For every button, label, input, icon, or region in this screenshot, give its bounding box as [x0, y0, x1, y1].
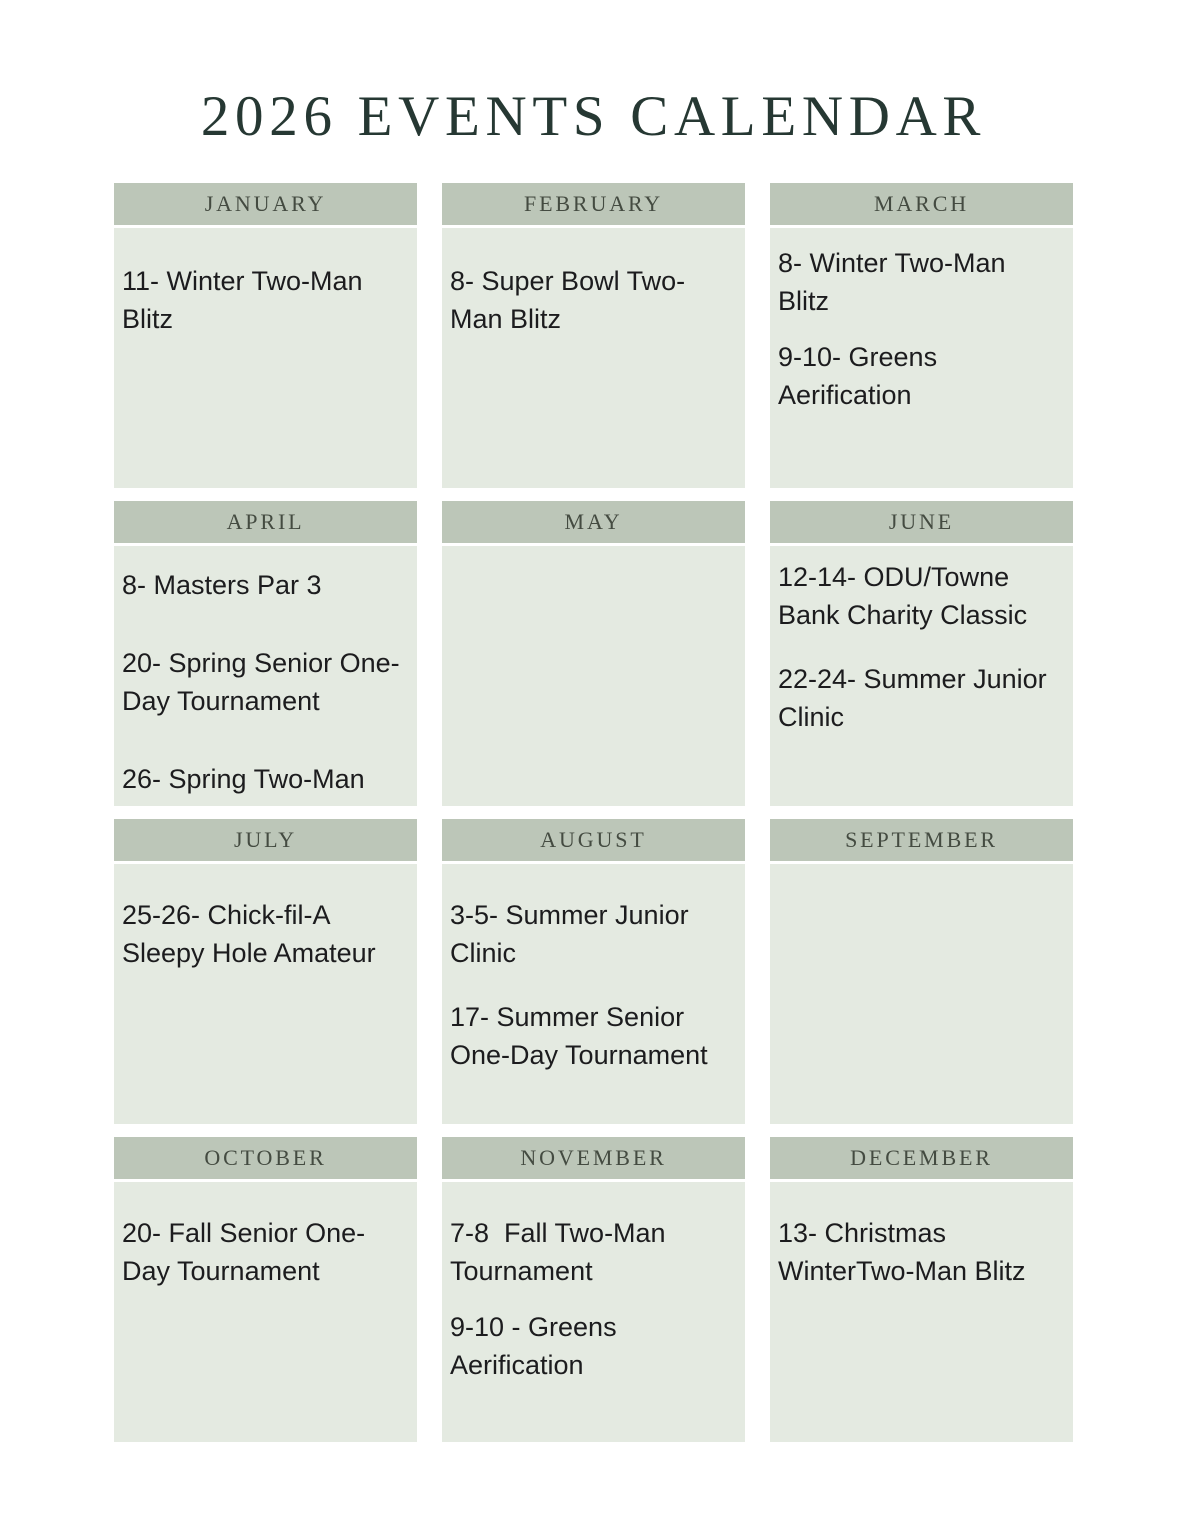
- month-name: MAY: [564, 509, 623, 534]
- event-text: 8- Winter Two-Man Blitz: [778, 248, 1014, 316]
- event-text: 8- Masters Par 3: [122, 570, 322, 600]
- month-cell-december: [770, 1137, 1073, 1442]
- month-events: [770, 864, 1073, 1124]
- month-name: APRIL: [226, 509, 305, 534]
- month-events: [114, 546, 417, 806]
- month-events: [442, 228, 745, 488]
- month-cell-july: [114, 819, 417, 1124]
- month-events: [114, 864, 417, 1124]
- event-text: 20- Spring Senior One-Day Tournament: [122, 648, 400, 716]
- event-text: 12-14- ODU/Towne Bank Charity Classic: [778, 562, 1028, 630]
- month-cell-february: [442, 183, 745, 488]
- month-name: SEPTEMBER: [845, 827, 998, 852]
- month-events: [442, 546, 745, 806]
- month-name: JUNE: [888, 509, 955, 534]
- event-text: 17- Summer Senior One-Day Tournament: [450, 1002, 708, 1070]
- month-header: [442, 501, 745, 543]
- month-cell-june: [770, 501, 1073, 806]
- month-header: [114, 1137, 417, 1179]
- month-name: NOVEMBER: [520, 1145, 667, 1170]
- month-cell-october: [114, 1137, 417, 1442]
- month-name: FEBRUARY: [523, 191, 664, 216]
- event-text: 7-8 Fall Two-Man Tournament: [450, 1218, 673, 1286]
- event-text: 13- Christmas WinterTwo-Man Blitz: [778, 1218, 1026, 1286]
- event-text: 9-10 - Greens Aerification: [450, 1312, 623, 1380]
- month-cell-september: [770, 819, 1073, 1124]
- month-name: JULY: [233, 827, 297, 852]
- month-name: AUGUST: [540, 827, 647, 852]
- month-header: [114, 501, 417, 543]
- month-events: [114, 228, 417, 488]
- month-cell-november: [442, 1137, 745, 1442]
- month-cell-april: [114, 501, 417, 806]
- event-text: 8- Super Bowl Two-Man Blitz: [450, 266, 686, 334]
- event-text: 9-10- Greens Aerification: [778, 342, 944, 410]
- month-events: [442, 1182, 745, 1442]
- page-title: 2026 EVENTS CALENDAR: [200, 85, 987, 148]
- month-header: [770, 819, 1073, 861]
- month-header: [770, 501, 1073, 543]
- month-header: [114, 819, 417, 861]
- month-header: [770, 1137, 1073, 1179]
- month-header: [770, 183, 1073, 225]
- event-text: 26- Spring Two-Man: [122, 764, 365, 794]
- month-events: [442, 864, 745, 1124]
- month-name: MARCH: [874, 191, 969, 216]
- event-text: 3-5- Summer Junior Clinic: [450, 900, 697, 968]
- month-cell-august: [442, 819, 745, 1124]
- month-name: DECEMBER: [850, 1145, 993, 1170]
- month-events: [770, 546, 1073, 806]
- event-text: 25-26- Chick-fil-A Sleepy Hole Amateur: [122, 900, 376, 968]
- month-cell-march: [770, 183, 1073, 488]
- month-cell-may: [442, 501, 745, 806]
- month-events: [770, 1182, 1073, 1442]
- month-header: [114, 183, 417, 225]
- month-events: [770, 228, 1073, 488]
- month-header: [442, 183, 745, 225]
- event-text: 11- Winter Two-Man Blitz: [122, 266, 371, 334]
- event-text: 22-24- Summer Junior Clinic: [778, 664, 1055, 732]
- event-text: 20- Fall Senior One-Day Tournament: [122, 1218, 366, 1286]
- month-name: JANUARY: [204, 191, 327, 216]
- calendar-grid: [114, 183, 1073, 1442]
- month-cell-january: [114, 183, 417, 488]
- month-events: [114, 1182, 417, 1442]
- month-header: [442, 819, 745, 861]
- month-name: OCTOBER: [204, 1145, 327, 1170]
- month-header: [442, 1137, 745, 1179]
